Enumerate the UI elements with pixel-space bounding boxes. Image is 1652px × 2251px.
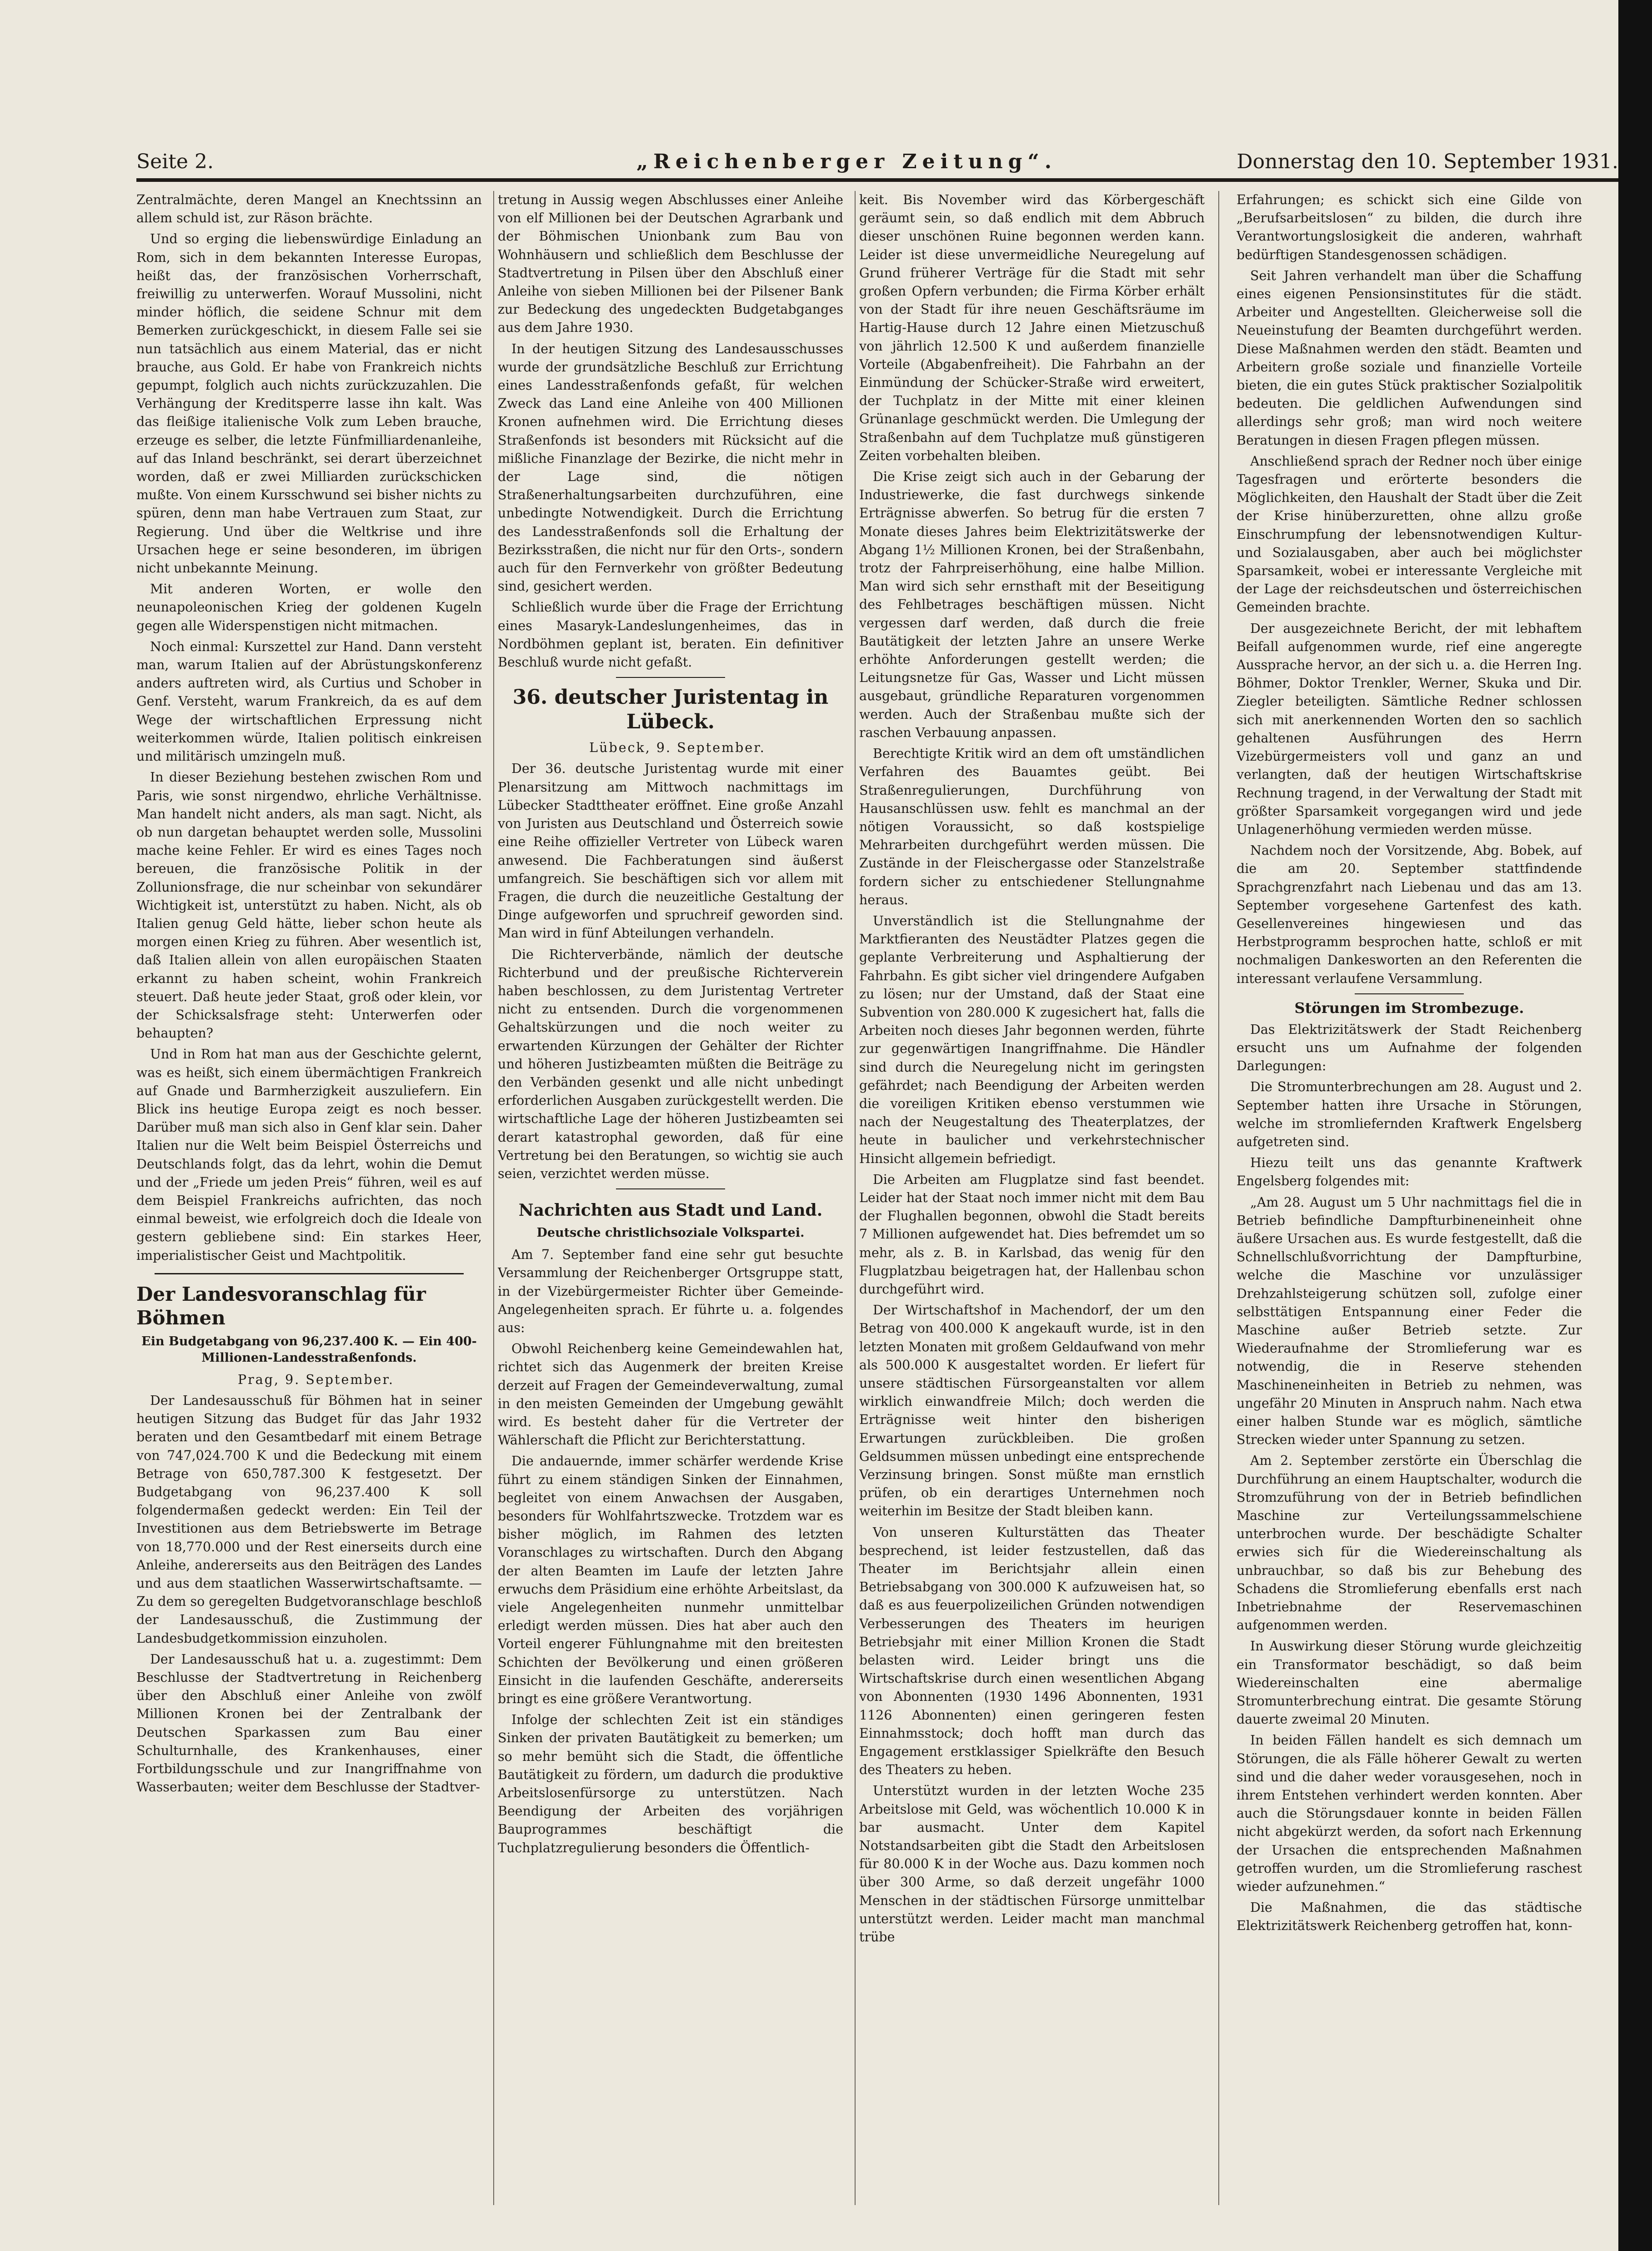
paragraph: Berechtigte Kritik wird an dem oft umständlichen Verfahren des Bauamtes geübt. Bei Straßenregulierungen, Durchführung von Hausanschlüssen usw. fehlt es manchmal an der nötigen Voraussicht, so daß kostspielige Mehrarbeiten durchgeführt werden müssen. Die Zustände in der Fleischergasse oder Stanzelstraße fordern sicher zu entschiedener Stellungnahme heraus. — [859, 746, 1205, 907]
paragraph: „Am 28. August um 5 Uhr nachmittags fiel die in Betrieb befindliche Dampfturbineneinheit ohne äußere Ursachen aus. Es wurde festgestellt, daß die Schnellschlußvorrichtung der Dampfturbine, welche die Maschine vor unzulässiger Drehzahlsteigerung schützen soll, zufolge einer selbsttätigen Entspannung einer Feder die Maschine außer Betrieb setzte. Zur Wiederaufnahme der Stromlieferung war es notwendig, die in Reserve stehenden Maschineneinheiten in Betrieb zu nehmen, was ungefähr 20 Minuten in Anspruch nahm. Nach etwa einer halben Stunde war es möglich, sämtliche Strecken wieder unter Spannung zu setzen. — [1236, 1194, 1582, 1448]
paragraph: Unterstützt wurden in der letzten Woche 235 Arbeitslose mit Geld, was wöchentlich 10.000 K in bar ausmacht. Unter dem Kapitel Notstandsarbeiten gibt die Stadt den Arbeitslosen für 80.000 K in der Woche aus. Dazu kommen noch über 300 Arme, so daß derzeit ungefähr 1000 Menschen in der städtischen Fürsorge unmittelbar unterstützt werden. Leider macht man manchmal trübe — [859, 1783, 1205, 1945]
paragraph: In Auswirkung dieser Störung wurde gleichzeitig ein Transformator beschädigt, so daß beim Wiedereinschalten eine abermalige Stromunterbrechung eintrat. Die gesamte Störung dauerte zweimal 20 Minuten. — [1236, 1639, 1582, 1727]
page-header — [136, 150, 1618, 177]
header-rule — [136, 178, 1618, 182]
column-rule — [493, 191, 494, 2205]
paragraph: Die Krise zeigt sich auch in der Gebarung der Industriewerke, die fast durchwegs sinkende Erträgnisse abwerfen. So betrug für die ersten 7 Monate dieses Jahres beim Elektrizitätswerke der Abgang 1½ Millionen Kronen, bei der Straßenbahn, trotz der Fahrpreiserhöhung, eine halbe Million. Man wird sich sehr ernsthaft mit der Beseitigung des Fehlbetrages beschäftigen müssen. Nicht vergessen darf werden, daß durch die freie Bautätigkeit der letzten Jahre an unsere Werke erhöhte Anforderungen gestellt werden; die Leitungsnetze für Gas, Wasser und Licht müssen ausgebaut, gründliche Reparaturen vorgenommen werden. Auch der Straßenbau mußte sich der raschen Verbauung anpassen. — [859, 469, 1205, 740]
paragraph: Unverständlich ist die Stellungnahme der Marktfieranten des Neustädter Platzes gegen die geplante Verbreiterung und Asphaltierung der Fahrbahn. Es gibt sicher viel dringendere Aufgaben zu lösen; nur der Umstand, daß der Staat eine Subvention von 280.000 K zugesichert hat, falls die Arbeiten noch dieses Jahr begonnen werden, führte zur gegenwärtigen Inangriffnahme. Die Händler sind durch die Neuregelung nicht im geringsten gefährdet; nach Beendigung der Arbeiten werden die voreiligen Kritiken ebenso verstummen wie nach der Neugestaltung des Theaterplatzes, der heute in baulicher und verkehrstechnischer Hinsicht allgemein befriedigt. — [859, 913, 1205, 1166]
paragraph: Und so erging die liebenswürdige Einladung an Rom, sich in dem bekannten Interesse Europas, heißt das, der französischen Vorherrschaft, freiwillig zu unterwerfen. Worauf Mussolini, nicht minder höflich, die seidene Schnur mit dem Bemerken zurückgeschickt, in diesem Falle sei sie nun tatsächlich aus einem Material, das er nicht brauche, aus Gold. Er habe von Frankreich nichts gepumpt, folglich auch nichts zurückzuzahlen. Die Verhängung der Kreditsperre lasse ihn kalt. Was das fleißige italienische Volk zum Leben brauche, erzeuge es selber, die letzte Fünfmilliardenanleihe, auf das Inland beschränkt, sei derart überzeichnet worden, daß er zwei Milliarden zurückschicken mußte. Von einem Kursschwund sei bisher nichts zu spüren, denn man habe Vertrauen zum Staat, zur Regierung. Und über die Weltkrise und ihre Ursachen hege er seine besonderen, im übrigen nicht unbekannte Meinung. — [136, 231, 482, 576]
paragraph: Infolge der schlechten Zeit ist ein ständiges Sinken der privaten Bautätigkeit zu bemerken; um so mehr bemüht sich die Stadt, die öffentliche Bautätigkeit zu fördern, um dadurch die produktive Arbeitslosenfürsorge zu unterstützen. Nach Beendigung der Arbeiten des vorjährigen Bauprogrammes beschäftigt die Tuchplatzregulierung besonders die Öffentlich- — [498, 1712, 843, 1855]
issue-date: Donnerstag den 10. September 1931. — [1236, 150, 1618, 173]
paragraph: keit. Bis November wird das Körbergeschäft geräumt sein, so daß endlich mit dem Abbruch dieser unschönen Ruine begonnen werden kann. Leider ist diese unvermeidliche Neuregelung auf Grund früherer Verträge für die Stadt mit sehr großen Opfern verbunden; die Firma Körber erhält von der Stadt für ihre neuen Geschäftsräume im Hartig-Hause durch 12 Jahre einen Mietzuschuß von jährlich 12.500 K und außerdem finanzielle Vorteile (Abgabenfreiheit). Die Fahrbahn an der Einmündung der Schücker-Straße wird erweitert, der Tuchplatz in der Mitte mit einer kleinen Grünanlage geschmückt werden. Die Umlegung der Straßenbahn auf dem Tuchplatze muß günstigeren Zeiten vorbehalten bleiben. — [859, 192, 1205, 463]
paragraph: Der 36. deutsche Juristentag wurde mit einer Plenarsitzung am Mittwoch nachmittags im Lübecker Stadttheater eröffnet. Eine große Anzahl von Juristen aus Deutschland und Österreich sowie eine Reihe offizieller Vertreter von Lübeck waren anwesend. Die Fachberatungen sind äußerst umfangreich. Sie beschäftigen sich vor allem mit Fragen, die durch die neuzeitliche Gestaltung der Dinge aufgeworfen und spruchreif geworden sind. Man wird in fünf Abteilungen verhandeln. — [498, 761, 843, 941]
section-divider — [616, 1188, 725, 1189]
paragraph: In dieser Beziehung bestehen zwischen Rom und Paris, wie sonst nirgendwo, ehrliche Verhältnisse. Man handelt nicht anders, als man sagt. Nicht, als ob nun dargetan behauptet werden solle, Mussolini mache keine Fehler. Er wird es eines Tages noch bereuen, die französische Politik in der Zollunionsfrage, die nur scheinbar von sekundärer Wichtigkeit ist, unterstützt zu haben. Nicht, als ob Italien genug Geld hätte, lieber schon heute als morgen einen Krieg zu führen. Aber wesentlich ist, daß Italien allein von allen europäischen Staaten erkannt zu haben scheint, wohin Frankreich steuert. Daß heute jeder Staat, groß oder klein, vor der Schicksalsfrage steht: Unterwerfen oder behaupten? — [136, 770, 482, 1041]
paragraph: Hiezu teilt uns das genannte Kraftwerk Engelsberg folgendes mit: — [1236, 1155, 1582, 1189]
column-2 — [498, 191, 843, 1860]
paragraph: Schließlich wurde über die Frage der Errichtung eines Masaryk-Landeslungenheimes, das in Nordböhmen geplant ist, beraten. Ein definitiver Beschluß wurde nicht gefaßt. — [498, 600, 843, 670]
paragraph: In der heutigen Sitzung des Landesausschusses wurde der grundsätzliche Beschluß zur Errichtung eines Landesstraßenfonds gefaßt, für welchen Zweck das Land eine Anleihe von 400 Millionen Kronen aufnehmen wird. Die Errichtung dieses Straßenfonds ist besonders mit Rücksicht auf die mißliche Finanzlage der Bezirke, die nicht mehr in der Lage sind, die nötigen Straßenerhaltungsarbeiten durchzuführen, eine unbedingte Notwendigkeit. Durch die Errichtung des Landesstraßenfonds soll die Erhaltung der Bezirksstraßen, die nicht nur für den Orts-, sondern auch für den Fernverkehr von größter Bedeutung sind, gesichert werden. — [498, 341, 843, 594]
article-headline: Der Landesvoranschlag für Böhmen — [136, 1283, 426, 1329]
paragraph: Nachdem noch der Vorsitzende, Abg. Bobek, auf die am 20. September stattfindende Sprachgrenzfahrt nach Liebenau und das am 13. September vorgesehene Gartenfest des kath. Gesellenvereines hingewiesen und das Herbstprogramm besprochen hatte, schloß er mit nochmaligen Dankesworten an den Referenten die interessant verlaufene Versammlung. — [1236, 843, 1582, 986]
paragraph: Die Maßnahmen, die das städtische Elektrizitätswerk Reichenberg getroffen hat, konn- — [1236, 1900, 1582, 1934]
page-number: Seite 2. — [136, 150, 214, 173]
article-headline: Störungen im Strombezuge. — [1294, 999, 1524, 1017]
column-rule — [1218, 191, 1219, 2205]
paragraph: Zentralmächte, deren Mangel an Knechtssinn an allem schuld ist, zur Räson brächte. — [136, 192, 482, 226]
paragraph: Die Arbeiten am Flugplatze sind fast beendet. Leider hat der Staat noch immer nicht mit dem Bau der Flughallen begonnen, obwohl die Stadt bereits 7 Millionen aufgewendet hat. Dies befremdet um so mehr, als z. B. in Karlsbad, das wenig für den Flugplatzbau beigetragen hat, der Hallenbau schon durchgeführt wird. — [859, 1172, 1205, 1297]
article-headline: 36. deutscher Juristentag in Lübeck. — [512, 686, 829, 734]
paragraph: Der ausgezeichnete Bericht, der mit lebhaftem Beifall aufgenommen wurde, rief eine angeregte Aussprache hervor, an der sich u. a. die Herren Ing. Böhmer, Doktor Trenkler, Werner, Skuka und Dir. Ziegler beteiligten. Sämtliche Redner schlossen sich mit anerkennenden Worten den so sachlich gehaltenen Ausführungen des Herrn Vizebürgermeisters voll und ganz an und verlangten, daß der heutigen Wirtschaftskrise Rechnung tragend, in der Verwaltung der Stadt mit größter Sparsamkeit vorgegangen wird und jede Unlagenerhöhung vermieden werden müsse. — [1236, 621, 1582, 837]
paragraph: In beiden Fällen handelt es sich demnach um Störungen, die als Fälle höherer Gewalt zu werten sind und die daher weder vorausgesehen, noch in ihrem Entstehen verhindert werden konnten. Aber auch die Störungsdauer konnte in beiden Fällen nicht abgekürzt werden, da sofort nach Erkennung der Ursachen die entsprechenden Maßnahmen getroffen wurden, um die Stromlieferung raschest wieder aufzunehmen.“ — [1236, 1733, 1582, 1895]
paragraph: Die andauernde, immer schärfer werdende Krise führt zu einem ständigen Sinken der Einnahmen, begleitet von einem Anwachsen der Ausgaben, besonders für Wohlfahrtszwecke. Trotzdem war es bisher möglich, im Rahmen des letzten Voranschlages zu wirtschaften. Durch den Abgang der alten Beamten im Laufe der letzten Jahre erwuchs dem Präsidium eine erhöhte Arbeitslast, da viele Angelegenheiten nunmehr unmittelbar erledigt werden müssen. Dies hat aber auch den Vorteil engerer Fühlungnahme mit den breitesten Schichten der Bevölkerung und einen größeren Einsicht in die laufenden Geschäfte, andererseits bringt es eine größere Verantwortung. — [498, 1454, 843, 1707]
paragraph: Der Landesausschuß hat u. a. zugestimmt: Dem Beschlusse der Stadtvertretung in Reichenberg über den Abschluß einer Anleihe von zwölf Millionen Kronen bei der Zentralbank der Deutschen Sparkassen zum Bau einer Schulturnhalle, des Krankenhauses, einer Fortbildungsschule und zur Inangriffnahme von Wasserbauten; weiter dem Beschlusse der Stadtver- — [136, 1651, 482, 1795]
paragraph: Der Landesausschuß für Böhmen hat in seiner heutigen Sitzung das Budget für das Jahr 1932 beraten und den Gesamtbedarf mit einem Betrage von 747,024.700 K und die Bedeckung mit einem Betrage von 650,787.300 K festgesetzt. Der Budgetabgang von 96,237.400 K soll folgendermaßen gedeckt werden: Ein Teil der Investitionen aus dem Betriebswerte im Betrage von 18,770.000 und der Rest einerseits durch eine Anleihe, andererseits aus den Beiträgen des Landes und aus dem staatlichen Wasserwirtschaftsamte. — Zu dem so geregelten Budgetvoranschlage beschloß der Landesausschuß, die Zustimmung der Landesbudgetkommission einzuholen. — [136, 1393, 482, 1646]
article-subheadline: Deutsche christlichsoziale Volkspartei. — [536, 1226, 805, 1240]
paragraph: tretung in Aussig wegen Abschlusses einer Anleihe von elf Millionen bei der Deutschen Agrarbank und der Böhmischen Unionbank zum Bau von Wohnhäusern und schließlich dem Beschlusse der Stadtvertretung in Pilsen über den Abschluß einer Anleihe von sieben Millionen bei der Pilsener Bank zur Bedeckung des ungedeckten Budgetabganges aus dem Jahre 1930. — [498, 192, 843, 336]
column-4 — [1236, 191, 1582, 1938]
article-subheadline: Ein Budgetabgang von 96,237.400 K. — Ein 400-Millionen-Landesstraßenfonds. — [141, 1334, 477, 1365]
section-divider — [155, 1273, 464, 1274]
dateline: Lübeck, 9. September. — [589, 740, 766, 756]
paragraph: Und in Rom hat man aus der Geschichte gelernt, was es heißt, sich einem übermächtigen Frankreich auf Gnade und Barmherzigkeit auszuliefern. Ein Blick ins heutige Europa zeigt es noch besser. Darüber muß man sich also in Genf klar sein. Daher Italien nur die Welt beim Beispiel Österreichs und Deutschlands folgt, das da lehrt, wohin die Demut und der „Friede um jeden Preis“ führen, weil es auf dem Beispiel Frankreichs aufrichten, das noch einmal beweist, wie erfolgreich doch die Ideale von gestern gebliebene sind: Ein starkes Heer, imperialistischer Geist und Machtpolitik. — [136, 1047, 482, 1263]
paragraph: Am 2. September zerstörte ein Überschlag die Durchführung an einem Hauptschalter, wodurch die Stromzuführung von der in Betrieb befindlichen Maschine zur Verteilungssammelschiene unterbrochen wurde. Der beschädigte Schalter erwies sich für die Wiedereinschaltung als unbrauchbar, so daß bis zur Behebung des Schadens die Stromlieferung ebenfalls erst nach Inbetriebnahme der Reservemaschinen aufgenommen werden. — [1236, 1453, 1582, 1633]
column-3 — [859, 191, 1205, 1949]
paragraph: Die Stromunterbrechungen am 28. August und 2. September hatten ihre Ursache in Störungen, welche im stromliefernden Kraftwerk Engelsberg aufgetreten sind. — [1236, 1079, 1582, 1149]
paragraph: Erfahrungen; es schickt sich eine Gilde von „Berufsarbeitslosen“ zu bilden, die durch ihre Verantwortungslosigkeit die anderen, wahrhaft bedürftigen Standesgenossen schädigen. — [1236, 192, 1582, 262]
column-1 — [136, 191, 482, 1799]
paragraph: Am 7. September fand eine sehr gut besuchte Versammlung der Reichenberger Ortsgruppe statt, in der Vizebürgermeister Richter über Gemeinde-Angelegenheiten sprach. Er führte u. a. folgendes aus: — [498, 1247, 843, 1335]
paragraph: Obwohl Reichenberg keine Gemeindewahlen hat, richtet sich das Augenmerk der breiten Kreise derzeit auf Fragen der Gemeindeverwaltung, zumal in den meisten Gemeinden der Umgebung gewählt wird. Es besteht daher für die Vertreter der Wählerschaft die Pflicht zur Berichterstattung. — [498, 1341, 843, 1448]
dateline: Prag, 9. September. — [237, 1372, 395, 1387]
paragraph: Seit Jahren verhandelt man über die Schaffung eines eigenen Pensionsinstitutes für die städt. Arbeiter und Angestellten. Gleicherweise soll die Neueinstufung der Beamten durchgeführt werden. Diese Maßnahmen werden den städt. Beamten und Arbeitern große soziale und finanzielle Vorteile bieten, die ein gutes Stück praktischer Sozialpolitik bedeuten. Die geldlichen Aufwendungen sind allerdings sehr groß; man wird noch weitere Beratungen in diesen Fragen pflegen müssen. — [1236, 268, 1582, 448]
paragraph: Noch einmal: Kurszettel zur Hand. Dann versteht man, warum Italien auf der Abrüstungskonferenz anders auftreten wird, als Curtius und Schober in Genf. Versteht, warum Frankreich, da es auf dem Wege der wirtschaftlichen Erpressung nicht weiterkommen würde, Italien politisch einkreisen und militärisch umzingeln muß. — [136, 639, 482, 764]
scan-edge — [1618, 0, 1652, 2251]
column-rule — [855, 191, 856, 2205]
paragraph: Der Wirtschaftshof in Machendorf, der um den Betrag von 400.000 K angekauft wurde, ist in den letzten Monaten mit großem Geldaufwand von mehr als 500.000 K ausgestaltet worden. Er liefert für unsere städtischen Fürsorgeanstalten vor allem wirklich einwandfreie Milch; doch werden die Erträgnisse weit hinter den bisherigen Erwartungen zurückbleiben. Die großen Geldsummen müssen unbedingt eine entsprechende Verzinsung bringen. Sonst müßte man ernstlich prüfen, ob ein derartiges Unternehmen noch weiterhin im Besitze der Stadt bleiben kann. — [859, 1303, 1205, 1519]
paragraph: Mit anderen Worten, er wolle den neunapoleonischen Krieg der goldenen Kugeln gegen alle Widerspenstigen nicht mitmachen. — [136, 582, 482, 633]
section-divider — [1355, 993, 1464, 994]
paragraph: Anschließend sprach der Redner noch über einige Tagesfragen und erörterte besonders die Möglichkeiten, den Haushalt der Stadt über die Zeit der Krise hinüberzuretten, ohne allzu große Einschrumpfung der lebensnotwendigen Kultur- und Sozialausgaben, aber auch bei möglichster Sparsamkeit, wobei er interessante Vergleiche mit der Lage der reichsdeutschen und österreichischen Gemeinden brachte. — [1236, 453, 1582, 615]
section-divider — [616, 677, 725, 678]
section-headline: Nachrichten aus Stadt und Land. — [518, 1201, 823, 1220]
newspaper-title: „Reichenberger Zeitung“. — [636, 150, 1057, 173]
paragraph: Das Elektrizitätswerk der Stadt Reichenberg ersucht uns um Aufnahme der folgenden Darlegungen: — [1236, 1022, 1582, 1074]
paragraph: Die Richterverbände, nämlich der deutsche Richterbund und der preußische Richterverein haben beschlossen, zu dem Juristentag Vertreter nicht zu entsenden. Durch die vorgenommenen Gehaltskürzungen und die noch weiter zu erwartenden Kürzungen der Gehälter der Richter und höheren Justizbeamten müßten die Beiträge zu den Verbänden gesenkt und alle nicht unbedingt erforderlichen Ausgaben zurückgestellt werden. Die wirtschaftliche Lage der höheren Justizbeamten sei derart katastrophal geworden, daß für eine Vertretung bei den Beratungen, so wichtig sie auch seien, verzichtet werden müsse. — [498, 947, 843, 1181]
paragraph: Von unseren Kulturstätten das Theater besprechend, ist leider festzustellen, daß das Theater im Berichtsjahr allein einen Betriebsabgang von 300.000 K aufzuweisen hat, so daß es aus feuerpolizeilichen Gründen notwendigen Verbesserungen des Theaters im heurigen Betriebsjahr mit einer Million Kronen die Stadt belasten wird. Leider bringt uns die Wirtschaftskrise durch einen wesentlichen Abgang von Abonnenten (1930 1496 Abonnenten, 1931 1126 Abonnenten) einen geringeren festen Einnahmsstock; doch hofft man durch das Engagement erstklassiger Spielkräfte den Besuch des Theaters zu heben. — [859, 1524, 1205, 1778]
